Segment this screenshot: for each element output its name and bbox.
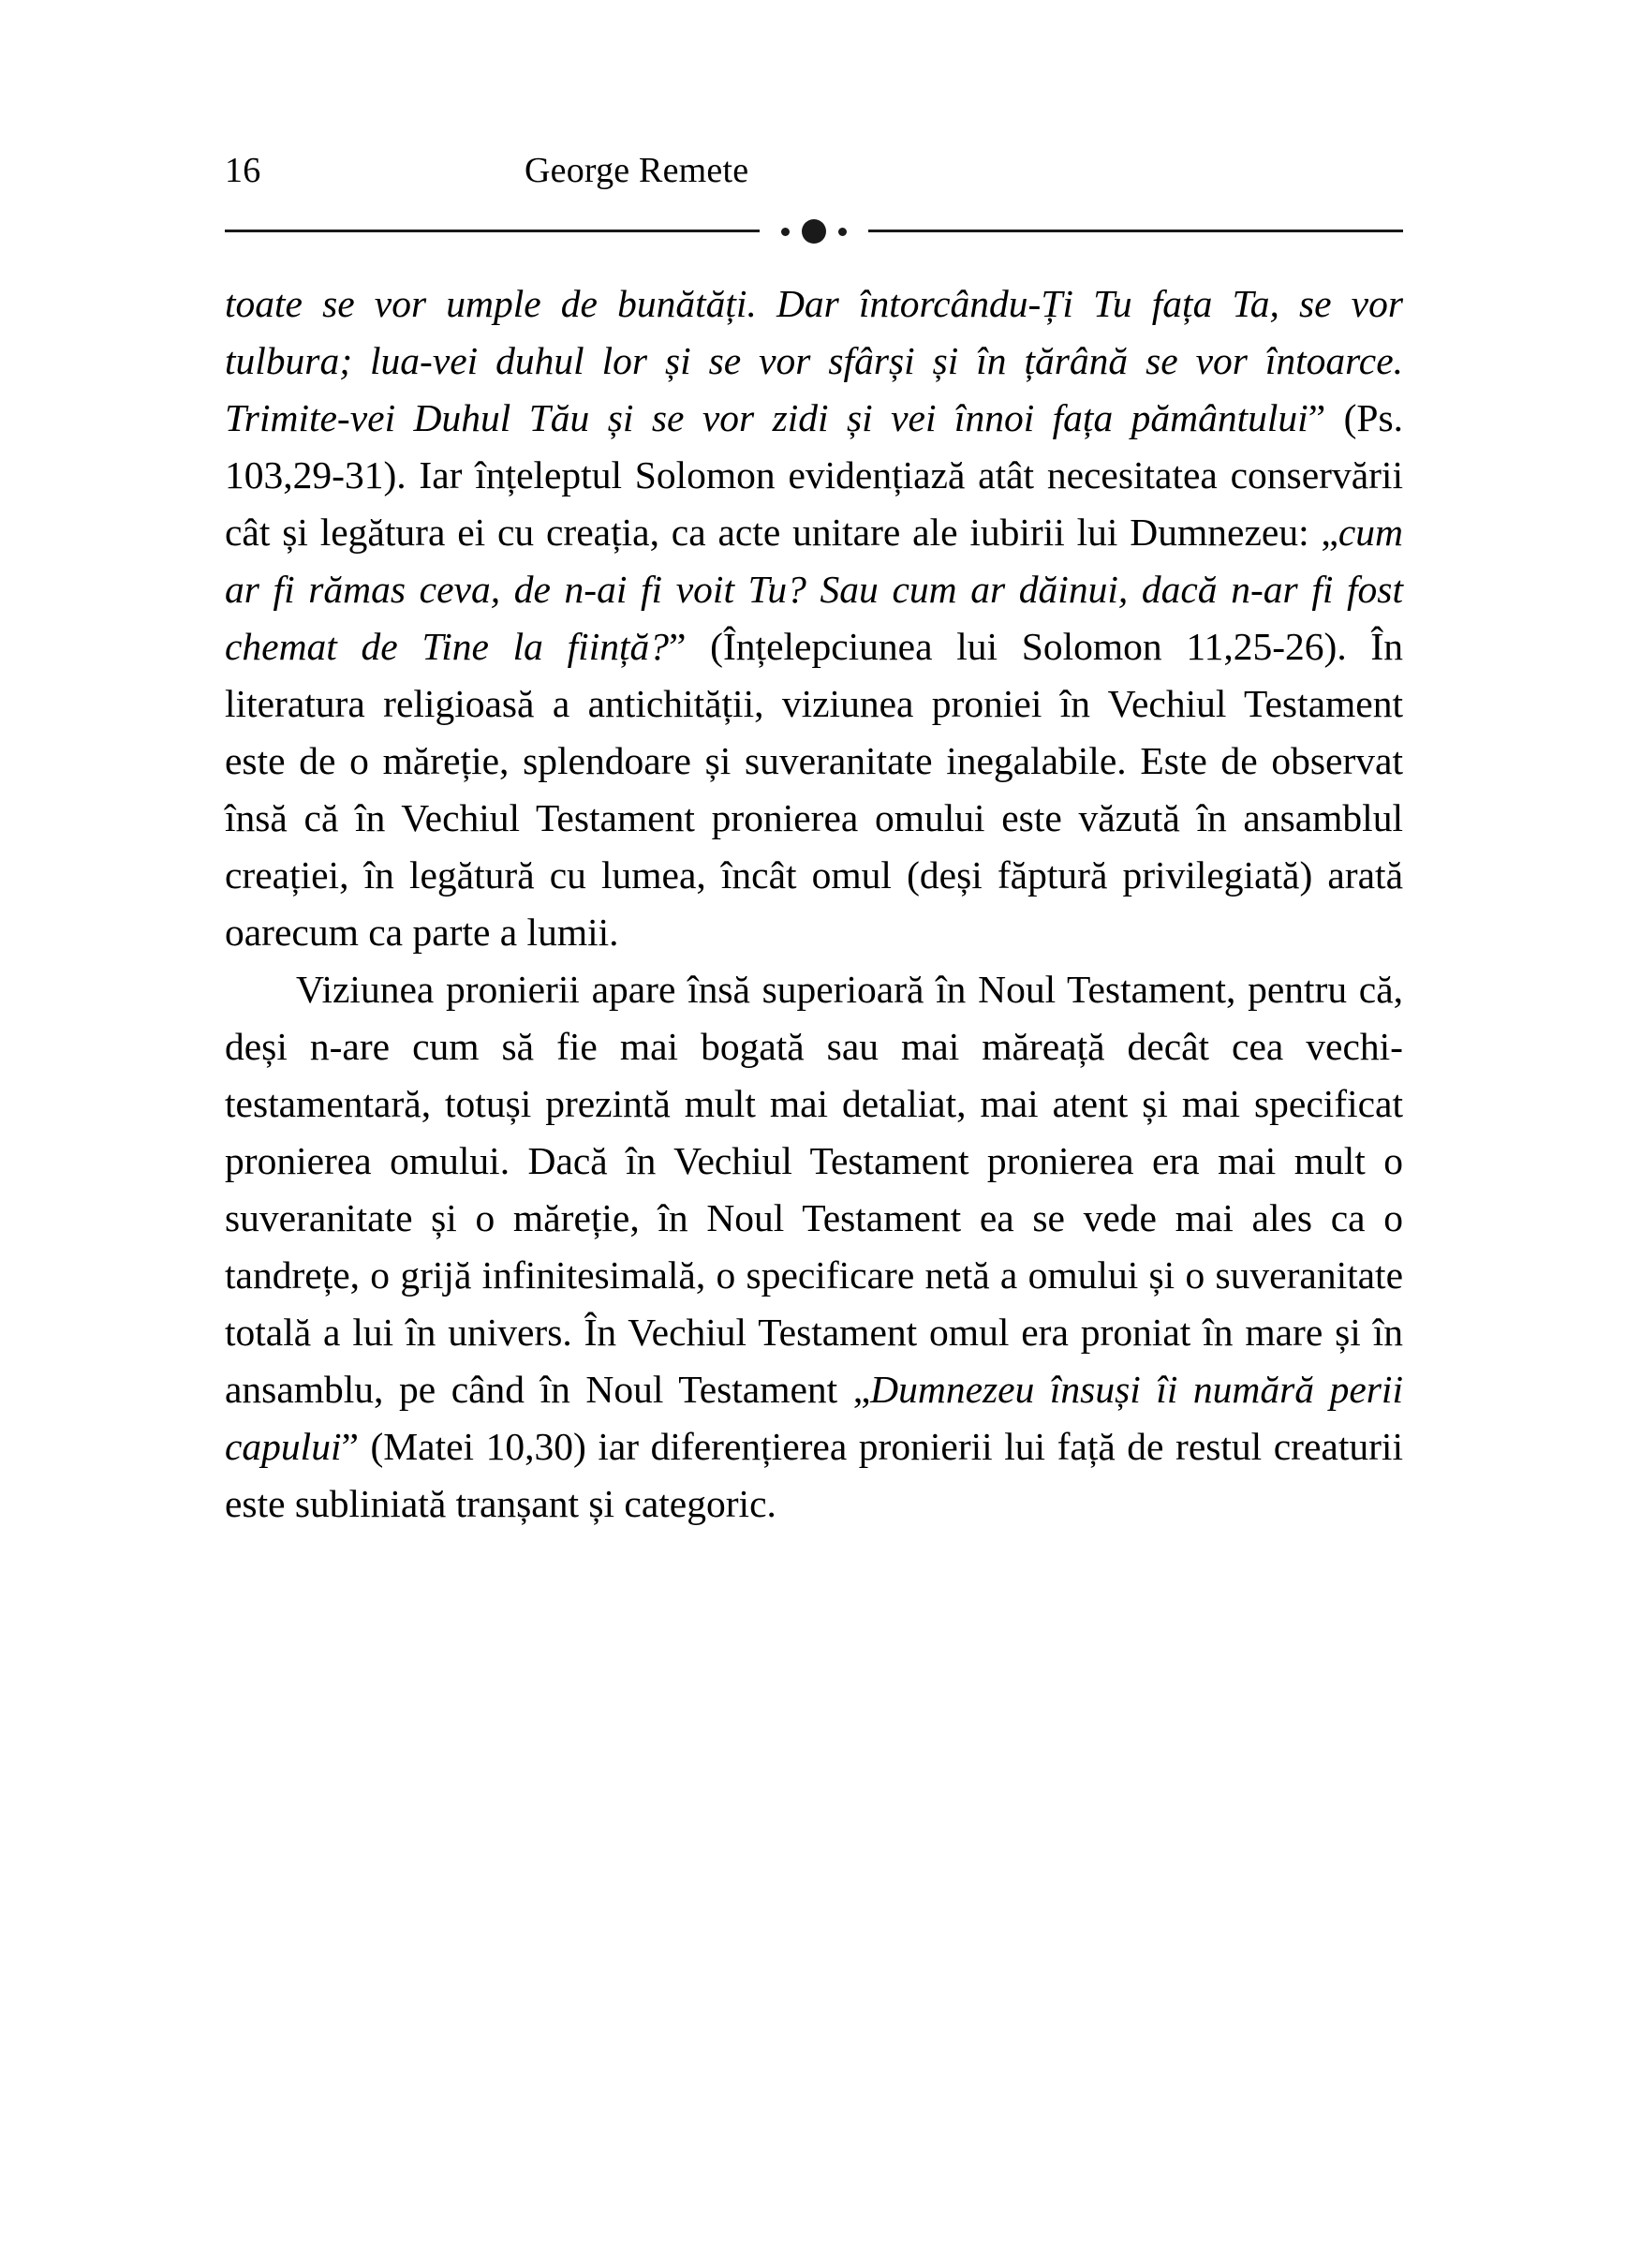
page-content — [225, 150, 1403, 1533]
paragraph-2 — [225, 961, 1403, 1533]
rule-ornament-icon — [760, 219, 868, 244]
ornament-dot-left-icon — [781, 228, 790, 236]
paragraph-1-run-2: ” (Înțelepciunea lui Solomon 11,25-26). În literatura religioasă a antichității, viziunea proniei în Vechiul Testament este de o măreție, splendoare și suveranitate inegalabile. Este de observat însă că în Vechiul Testament pronierea omului este văzută în ansamblul creației, în legătură cu lumea, încât omul (deși făptură privilegiată) arată oarecum ca parte a lumii. — [225, 625, 1403, 954]
body-text — [225, 275, 1403, 1533]
running-title: George Remete — [525, 151, 749, 190]
paragraph-1 — [225, 275, 1403, 961]
paragraph-1-quote-1: toate se vor umple de bunătăți. Dar întorcându-Ți Tu fața Ta, se vor tulbura; lua-vei duhul lor și se vor sfârși și în țărână se vor întoarce. Trimite-vei Duhul Tău și se vor zidi și vei înnoi fața pământului — [225, 282, 1403, 439]
ornament-dot-right-icon — [838, 228, 847, 236]
page-number: 16 — [225, 151, 261, 190]
paragraph-1-run-1: ” (Ps. 103,29-31). Iar înțeleptul Solomon evidențiază atât necesitatea conservării cât și legătura ei cu creația, ca acte unitare ale iubirii lui Dumnezeu: „ — [225, 396, 1403, 554]
page-header — [225, 150, 1403, 199]
paragraph-2-run-2: ” (Matei 10,30) iar diferențierea pronierii lui față de restul creaturii este subliniată tranșant și categoric. — [225, 1425, 1403, 1525]
paragraph-2-run-1: Viziunea pronierii apare însă superioară în Noul Testament, pentru că, deși n-are cum să fie mai bogată sau mai măreață decât cea vechi-testamentară, totuși prezintă mult mai detaliat, mai atent și mai specificat pronierea omului. Dacă în Vechiul Testament pronierea era mai mult o suveranitate și o măreție, în Noul Testament ea se vede mai ales ca o tandrețe, o grijă infinitesimală, o specificare netă a omului și o suveranitate totală a lui în univers. În Vechiul Testament omul era proniat în mare și în ansamblu, pe când în Noul Testament „ — [225, 968, 1403, 1411]
paragraph-1-quote-2: cum ar fi rămas ceva, de n-ai fi voit Tu? Sau cum ar dăinui, dacă n-ar fi fost chemat de Tine la ființă? — [225, 511, 1403, 668]
paragraph-2-quote-1: Dumnezeu însuși îi numără perii capului — [225, 1368, 1403, 1468]
header-rule — [225, 219, 1403, 244]
ornament-dot-center-icon — [802, 219, 826, 244]
